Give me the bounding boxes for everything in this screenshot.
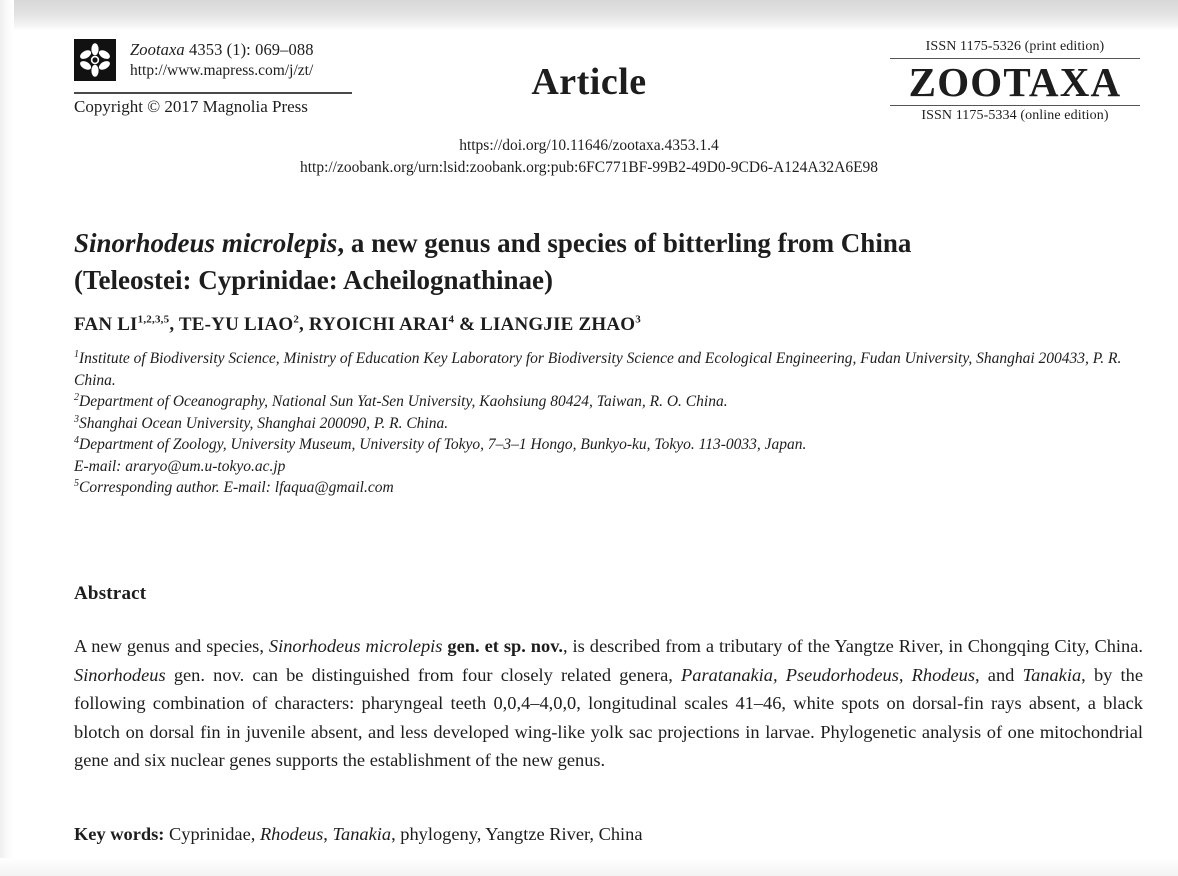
affiliation-item <box>74 348 1144 391</box>
affiliation-marker: 5 <box>74 477 79 489</box>
abstract-seg-6: gen. nov. can be distinguished from four closely related genera, <box>165 664 682 685</box>
affiliation-marker: 4 <box>74 434 79 446</box>
abstract-related-genera-1: Paratanakia, Pseudorhodeus, Rhodeus <box>681 664 975 685</box>
affiliation-item <box>74 413 1144 435</box>
keyword-seg-5: , phylogeny, Yangtze River, China <box>391 824 643 844</box>
affiliation-marker: 3 <box>74 413 79 425</box>
affiliation-marker: 1 <box>74 348 79 360</box>
article-type-label: Article <box>531 61 647 103</box>
journal-citation-line <box>130 39 314 60</box>
journal-url[interactable]: http://www.mapress.com/j/zt/ <box>130 62 314 79</box>
corresponding-author-email[interactable]: Corresponding author. E-mail: lfaqua@gmail.com <box>79 479 394 496</box>
zoobank-link[interactable]: http://zoobank.org/urn:lsid:zoobank.org:pub:6FC771BF-99B2-49D0-9CD6-A124A32A6E98 <box>299 159 879 176</box>
affiliation-text: Department of Oceanography, National Sun Yat-Sen University, Kaohsiung 80424, Taiwan, R. O. China. <box>79 393 728 410</box>
title-line1-rest: , a new genus and species of bitterling from China <box>337 228 912 259</box>
keyword-seg-3: , <box>323 824 333 844</box>
copyright-line: Copyright © 2017 Magnolia Press <box>74 97 308 116</box>
author-list <box>74 313 641 337</box>
author-affil-marker-1: 1,2,3,5 <box>137 313 170 326</box>
issn-online-label: ISSN 1175-5334 (online edition) <box>921 108 1109 123</box>
abstract-seg-10: , by the following combination of characters: pharyngeal teeth 0,0,4–4,0,0, longitudinal scales 41–46, white spots on dorsal-fin rays absent, a black blotch on dorsal fin in juvenile absent, and less developed wing-like yolk sac projections in larvae. Phylogenetic analysis of one mitochondrial gene and six nuclear genes supports the establishment of the new genus. <box>74 664 1144 771</box>
affiliation-item <box>74 391 1144 413</box>
abstract-genus-name: Sinorhodeus <box>74 664 166 685</box>
abstract-related-genera-2: Tanakia <box>1022 664 1082 685</box>
author-separator-1: , <box>169 314 179 335</box>
keywords-label: Key words: <box>74 824 165 844</box>
issn-print-label: ISSN 1175-5326 (print edition) <box>925 39 1105 54</box>
affiliation-list <box>74 348 1144 499</box>
author-affil-marker-4: 3 <box>635 313 641 326</box>
affiliation-email-item <box>74 456 1144 478</box>
author-separator-3: & <box>454 314 481 335</box>
title-species-name: Sinorhodeus microlepis <box>74 228 338 259</box>
author-name-2: TE-YU LIAO <box>178 314 294 335</box>
keywords-line <box>74 820 1143 848</box>
corresponding-author-item <box>74 477 1144 499</box>
affiliation-item <box>74 434 1144 456</box>
affiliation-email[interactable]: E-mail: araryo@um.u-tokyo.ac.jp <box>74 457 286 475</box>
affiliation-text: Institute of Biodiversity Science, Ministry of Education Key Laboratory for Biodiversity Science and Ecological Engineering, Fudan University, Shanghai 200433, P. R. China. <box>74 350 1122 389</box>
affiliation-marker: 2 <box>74 391 79 403</box>
zootaxa-wordmark: ZOOTAXA <box>890 58 1140 106</box>
author-name-1: FAN LI <box>74 314 138 335</box>
author-affil-marker-2: 2 <box>293 313 300 326</box>
keyword-seg-1: Cyprinidae, <box>164 824 260 844</box>
abstract-seg-8: , and <box>975 664 1023 685</box>
masthead <box>0 0 1178 128</box>
keyword-genus-rhodeus: Rhodeus <box>259 824 324 844</box>
doi-link[interactable]: https://doi.org/10.11646/zootaxa.4353.1.4 <box>459 137 719 154</box>
keyword-genus-tanakia: Tanakia <box>332 824 392 844</box>
identifier-block <box>0 135 1178 179</box>
page-title <box>74 225 1074 299</box>
abstract-heading: Abstract <box>74 583 147 604</box>
abstract-seg-1: A new genus and species, <box>74 636 269 656</box>
journal-volume-pages: 4353 (1): 069–088 <box>184 40 314 59</box>
affiliation-text: Shanghai Ocean University, Shanghai 200090, P. R. China. <box>79 414 449 432</box>
author-name-3: RYOICHI ARAI <box>308 314 449 335</box>
abstract-nomenclature-act: gen. et sp. nov. <box>442 636 563 656</box>
author-separator-2: , <box>299 314 309 335</box>
abstract-species-name: Sinorhodeus microlepis <box>268 636 443 656</box>
author-name-4: LIANGJIE ZHAO <box>480 314 636 335</box>
affiliation-text: Department of Zoology, University Museum, University of Tokyo, 7–3–1 Hongo, Bunkyo-ku, Tokyo. 113-0033, Japan. <box>79 436 807 453</box>
abstract-body <box>74 632 1143 775</box>
author-affil-marker-3: 4 <box>448 313 455 326</box>
masthead-right-block <box>890 38 1140 126</box>
title-line2: (Teleostei: Cyprinidae: Acheilognathinae) <box>74 265 553 296</box>
journal-name: Zootaxa <box>130 40 185 59</box>
abstract-seg-4: , is described from a tributary of the Yangtze River, in Chongqing City, China. <box>562 636 1143 656</box>
